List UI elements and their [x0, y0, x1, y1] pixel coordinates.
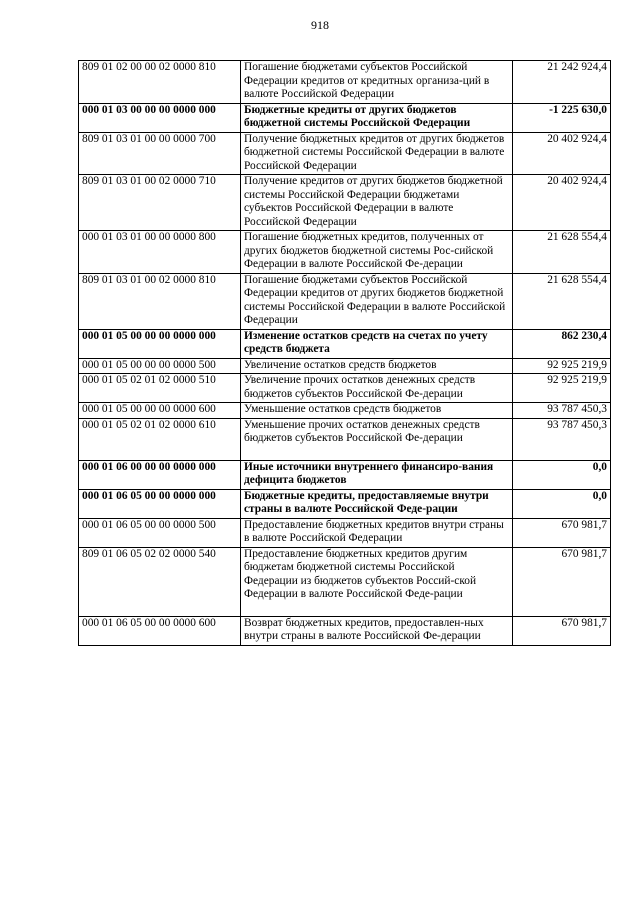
table-row [79, 273, 611, 329]
row-amount: 21 242 924,4 [513, 61, 611, 104]
row-description: Погашение бюджетных кредитов, полученных от других бюджетов бюджетной системы Рос-сийской Федерации в валюте Российской Фе-дерации [241, 231, 513, 274]
row-description: Предоставление бюджетных кредитов другим бюджетам бюджетной системы Российской Федерации из бюджетов субъектов Россий-ской Федерации в валюте Российской Феде-рации [241, 547, 513, 616]
row-amount: 20 402 924,4 [513, 132, 611, 175]
budget-code: 000 01 05 02 01 02 0000 510 [79, 374, 241, 403]
row-description: Бюджетные кредиты, предоставляемые внутри страны в валюте Российской Феде-рации [241, 489, 513, 518]
table-row [79, 547, 611, 616]
table-row [79, 460, 611, 489]
row-description: Увеличение остатков средств бюджетов [241, 358, 513, 374]
row-amount: 670 981,7 [513, 616, 611, 645]
row-description: Уменьшение прочих остатков денежных средств бюджетов субъектов Российской Фе-дерации [241, 418, 513, 460]
row-amount: 670 981,7 [513, 518, 611, 547]
table-row [79, 616, 611, 645]
table-row [79, 403, 611, 419]
row-description: Погашение бюджетами субъектов Российской Федерации кредитов от кредитных организа-ций в валюте Российской Федерации [241, 61, 513, 104]
table-row [79, 61, 611, 104]
row-amount: 21 628 554,4 [513, 273, 611, 329]
row-description: Получение кредитов от других бюджетов бюджетной системы Российской Федерации бюджетами субъектов Российской Федерации в валюте Российской Федерации [241, 175, 513, 231]
row-description: Увеличение прочих остатков денежных средств бюджетов субъектов Российской Фе-дерации [241, 374, 513, 403]
table-row [79, 489, 611, 518]
row-amount: 92 925 219,9 [513, 358, 611, 374]
budget-code: 000 01 03 01 00 00 0000 800 [79, 231, 241, 274]
row-amount: 92 925 219,9 [513, 374, 611, 403]
table-row [79, 374, 611, 403]
budget-code: 000 01 06 05 00 00 0000 500 [79, 518, 241, 547]
table-row [79, 329, 611, 358]
budget-code: 809 01 03 01 00 02 0000 810 [79, 273, 241, 329]
budget-sources-table [78, 60, 611, 646]
page-number: 918 [311, 18, 329, 32]
table-row [79, 358, 611, 374]
budget-code: 000 01 03 00 00 00 0000 000 [79, 103, 241, 132]
budget-code: 000 01 05 00 00 00 0000 500 [79, 358, 241, 374]
row-description: Возврат бюджетных кредитов, предоставлен-ных внутри страны в валюте Российской Фе-дерации [241, 616, 513, 645]
row-description: Предоставление бюджетных кредитов внутри страны в валюте Российской Федерации [241, 518, 513, 547]
row-description: Иные источники внутреннего финансиро-вания дефицита бюджетов [241, 460, 513, 489]
row-amount: 0,0 [513, 489, 611, 518]
row-amount: 670 981,7 [513, 547, 611, 616]
row-description: Уменьшение остатков средств бюджетов [241, 403, 513, 419]
row-amount: 93 787 450,3 [513, 418, 611, 460]
row-description: Изменение остатков средств на счетах по учету средств бюджета [241, 329, 513, 358]
row-description: Бюджетные кредиты от других бюджетов бюджетной системы Российской Федерации [241, 103, 513, 132]
budget-code: 000 01 06 05 00 00 0000 000 [79, 489, 241, 518]
budget-code: 809 01 02 00 00 02 0000 810 [79, 61, 241, 104]
row-amount: 21 628 554,4 [513, 231, 611, 274]
budget-code: 000 01 06 05 00 00 0000 600 [79, 616, 241, 645]
table-row [79, 418, 611, 460]
row-description: Погашение бюджетами субъектов Российской Федерации кредитов от других бюджетов бюджетной системы Российской Федерации в валюте Российской Федерации [241, 273, 513, 329]
table-row [79, 518, 611, 547]
budget-code: 000 01 06 00 00 00 0000 000 [79, 460, 241, 489]
table-row [79, 132, 611, 175]
table-row [79, 231, 611, 274]
budget-code: 000 01 05 00 00 00 0000 000 [79, 329, 241, 358]
budget-code: 809 01 03 01 00 02 0000 710 [79, 175, 241, 231]
row-description: Получение бюджетных кредитов от других бюджетов бюджетной системы Российской Федерации в валюте Российской Федерации [241, 132, 513, 175]
budget-code: 809 01 03 01 00 00 0000 700 [79, 132, 241, 175]
budget-code: 000 01 05 02 01 02 0000 610 [79, 418, 241, 460]
row-amount: -1 225 630,0 [513, 103, 611, 132]
row-amount: 862 230,4 [513, 329, 611, 358]
row-amount: 20 402 924,4 [513, 175, 611, 231]
table-row [79, 103, 611, 132]
row-amount: 93 787 450,3 [513, 403, 611, 419]
row-amount: 0,0 [513, 460, 611, 489]
budget-code: 000 01 05 00 00 00 0000 600 [79, 403, 241, 419]
table-row [79, 175, 611, 231]
budget-code: 809 01 06 05 02 02 0000 540 [79, 547, 241, 616]
